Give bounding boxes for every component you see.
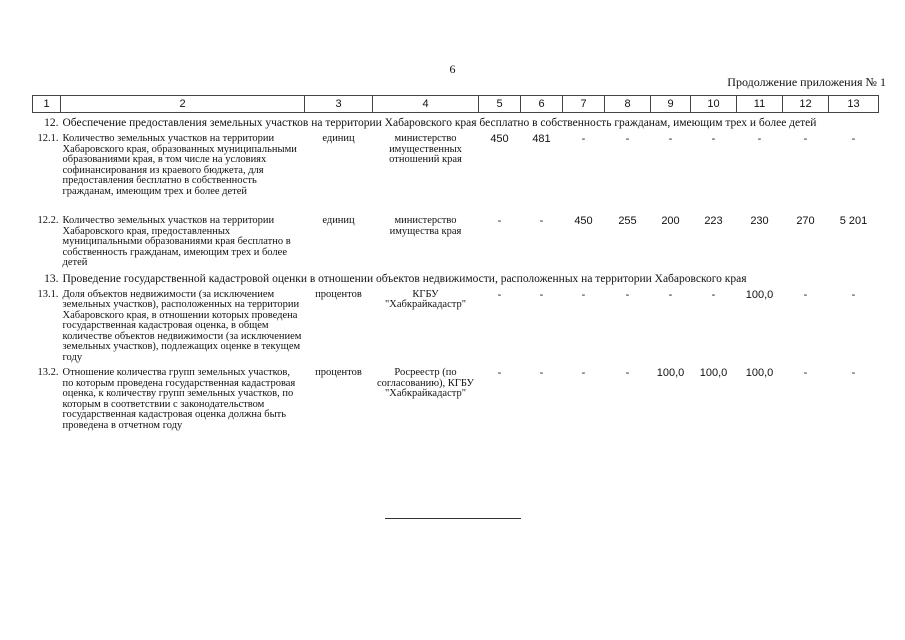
- value-cell: 255: [618, 215, 637, 227]
- column-header: 11: [737, 96, 783, 113]
- value-cell: 100,0: [656, 367, 685, 379]
- column-header: 9: [651, 96, 691, 113]
- table-row: [33, 285, 879, 364]
- value-cell: -: [711, 288, 716, 301]
- section-row: [33, 269, 879, 285]
- value-cell: -: [711, 133, 716, 145]
- value-cell: -: [851, 288, 856, 301]
- value-cell: -: [803, 288, 808, 301]
- section-number: 12.: [44, 117, 59, 129]
- column-header: 4: [373, 96, 479, 113]
- value-cell: -: [668, 133, 673, 145]
- value-cell: -: [851, 133, 856, 145]
- value-cell: -: [625, 288, 630, 301]
- value-cell: -: [539, 288, 544, 301]
- column-header: 5: [479, 96, 521, 113]
- executor: министерство имущественных отношений края: [389, 133, 462, 165]
- section-row: [33, 113, 879, 130]
- value-cell: -: [668, 288, 673, 301]
- table-row: [33, 211, 879, 269]
- value-cell: 450: [574, 215, 593, 227]
- value-cell: -: [625, 367, 630, 379]
- value-cell: 270: [796, 215, 815, 227]
- table-row: [33, 363, 879, 431]
- unit: единиц: [322, 215, 355, 226]
- column-header: 8: [605, 96, 651, 113]
- value-cell: -: [803, 367, 808, 379]
- column-header: 10: [691, 96, 737, 113]
- value-cell: 100,0: [699, 367, 728, 379]
- executor: КГБУ "Хабкрайкадастр": [384, 288, 467, 310]
- indicator-name: Доля объектов недвижимости (за исключением земельных участков), расположенных на территории Хабаровского края, в отношении которых проведена государственная кадастровая оценка, в общем количестве объектов недвижимости (за исключением земельных участков), подлежащих оценке в текущем году: [62, 288, 302, 363]
- end-rule: [385, 518, 521, 519]
- value-cell: -: [539, 215, 544, 227]
- indicator-table: [32, 95, 879, 431]
- row-number: 12.1.: [37, 133, 59, 144]
- column-header: 7: [563, 96, 605, 113]
- row-number: 12.2.: [37, 215, 59, 226]
- value-cell: -: [581, 288, 586, 301]
- table-row: [33, 129, 879, 197]
- executor: Росреестр (по согласованию), КГБУ "Хабкрайкадастр": [377, 367, 474, 399]
- executor: министерство имущества края: [389, 215, 462, 237]
- page-number: 6: [449, 62, 456, 76]
- column-header: 12: [783, 96, 829, 113]
- value-cell: -: [497, 367, 502, 379]
- value-cell: -: [539, 367, 544, 379]
- column-number-row: [33, 96, 879, 113]
- value-cell: 230: [750, 215, 769, 227]
- value-cell: -: [757, 133, 762, 145]
- value-cell: -: [803, 133, 808, 145]
- indicator-name: Количество земельных участков на территории Хабаровского края, образованных муниципальными образованиями края, в том числе на условиях софинансирования из краевого бюджета, для предоставления бесплатно в собственность гражданам, имеющим трех и более детей: [62, 133, 297, 197]
- value-cell: -: [625, 133, 630, 145]
- column-header: 1: [33, 96, 61, 113]
- value-cell: -: [851, 367, 856, 379]
- column-header: 2: [61, 96, 305, 113]
- indicator-name: Отношение количества групп земельных участков, по которым проведена государственная кадастровая оценка, к количеству групп земельных участков, по которым в соответствии с законодательством государственная кадастровая оценка должна быть проведена в отчетном году: [62, 367, 296, 431]
- row-number: 13.2.: [37, 367, 59, 378]
- section-title: Проведение государственной кадастровой оценки в отношении объектов недвижимости, расположенных на территории Хабаровского края: [62, 272, 747, 285]
- unit: процентов: [315, 367, 362, 378]
- row-spacer: [33, 197, 879, 211]
- value-cell: 450: [490, 133, 509, 145]
- value-cell: 481: [532, 133, 551, 145]
- indicator-name: Количество земельных участков на территории Хабаровского края, предоставленных муниципальными образованиями края бесплатно в собственность гражданам, имеющим трех и более детей: [62, 215, 291, 268]
- value-cell: -: [497, 215, 502, 227]
- section-title: Обеспечение предоставления земельных участков на территории Хабаровского края бесплатно в собственность гражданам, имеющим трех и более детей: [62, 117, 817, 129]
- section-number: 13.: [44, 272, 59, 285]
- continuation-label: Продолжение приложения № 1: [727, 75, 886, 89]
- value-cell: -: [581, 367, 586, 379]
- column-header: 3: [305, 96, 373, 113]
- row-number: 13.1.: [37, 288, 59, 300]
- value-cell: 200: [661, 215, 680, 227]
- value-cell: 5 201: [839, 215, 868, 227]
- column-header: 13: [829, 96, 879, 113]
- unit: процентов: [315, 288, 362, 300]
- value-cell: 100,0: [745, 288, 774, 301]
- unit: единиц: [322, 133, 355, 144]
- value-cell: -: [497, 288, 502, 301]
- value-cell: 223: [704, 215, 723, 227]
- value-cell: -: [581, 133, 586, 145]
- column-header: 6: [521, 96, 563, 113]
- value-cell: 100,0: [745, 367, 774, 379]
